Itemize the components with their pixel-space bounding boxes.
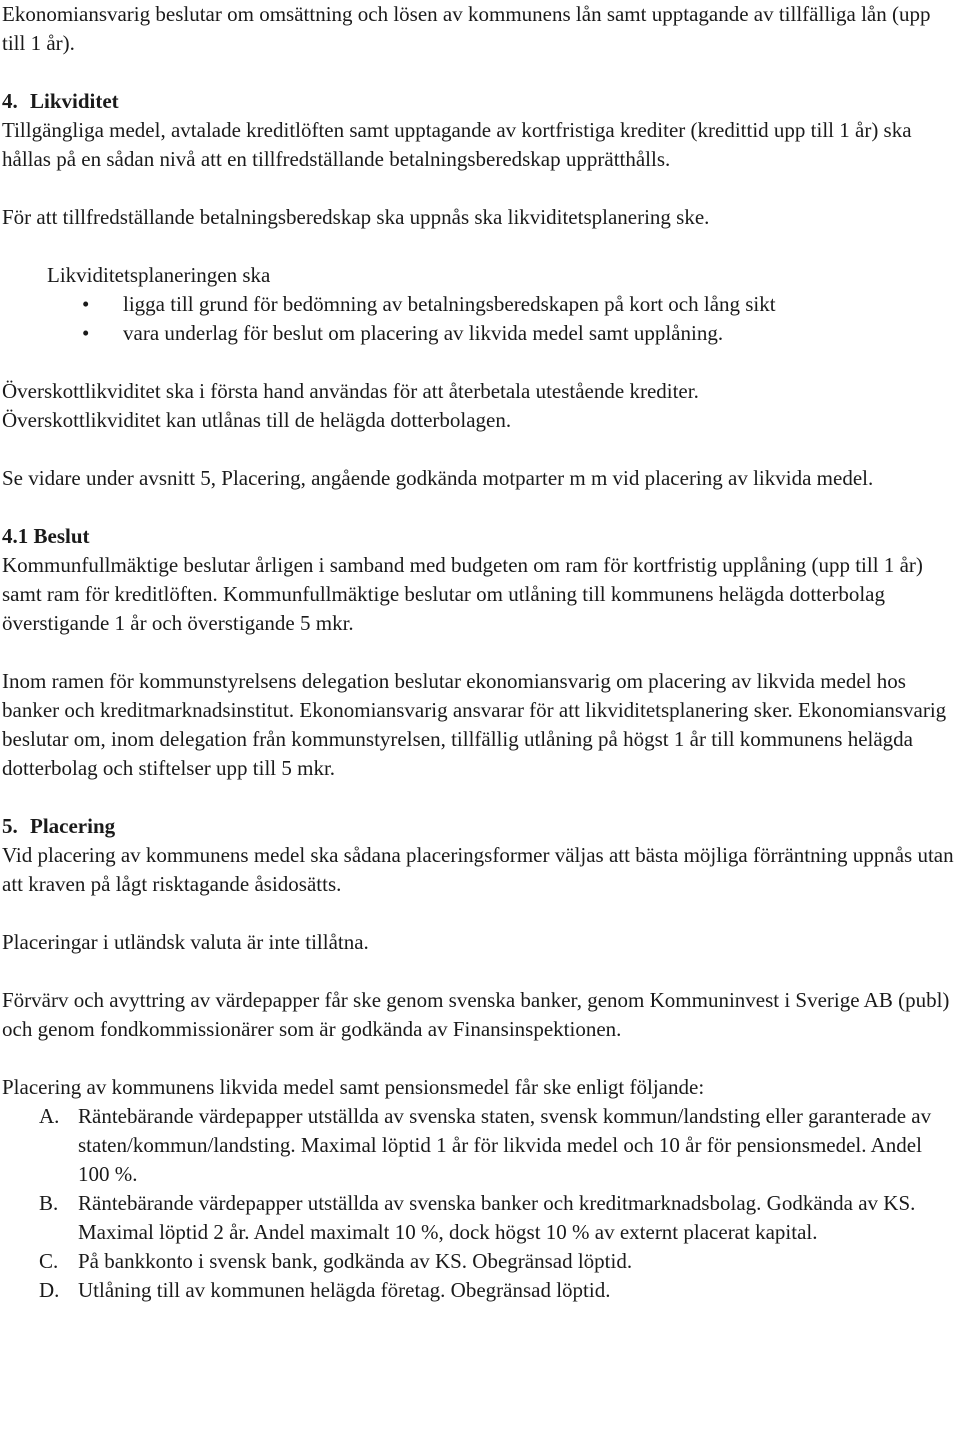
section-4-paragraph-4a: Överskottlikviditet ska i första hand användas för att återbetala utestående krediter. [2, 379, 699, 403]
section-5-paragraph-1: Vid placering av kommunens medel ska sådana placeringsformer väljas att bästa möjliga förräntning uppnås utan att kraven på lågt risktagande åsidosätts. [2, 843, 954, 896]
section-4-1-heading: 4.1 Beslut [2, 524, 90, 548]
section-4-1-paragraph-1: Kommunfullmäktige beslutar årligen i samband med budgeten om ram för kortfristig upplåning (upp till 1 år) samt ram för kreditlöften. Kommunfullmäktige beslutar om utlåning till kommunens helägda dotterbolag överstigande 1 år och överstigande 5 mkr. [2, 553, 923, 635]
list-item-label: B. [39, 1191, 59, 1215]
section-4-title: Likviditet [30, 89, 119, 113]
list-item-text: Räntebärande värdepapper utställda av svenska banker och kreditmarknadsbolag. Godkända av KS. Maximal löptid 2 år. Andel maximalt 10 %, dock högst 10 % av externt placerat kapital. [78, 1191, 916, 1244]
list-item-c [2, 1247, 958, 1276]
section-5-paragraph-2: Placeringar i utländsk valuta är inte tillåtna. [2, 930, 369, 954]
section-4-paragraph-4b: Överskottlikviditet kan utlånas till de helägda dotterbolagen. [2, 408, 512, 432]
section-5-lettered-list [2, 1102, 958, 1305]
list-item-label: C. [39, 1249, 59, 1273]
list-item-b [2, 1189, 958, 1247]
section-5-title: Placering [30, 814, 116, 838]
section-4-list-intro: Likviditetsplaneringen ska [47, 263, 271, 287]
section-4-1-paragraph-2: Inom ramen för kommunstyrelsens delegation beslutar ekonomiansvarig om placering av likvida medel hos banker och kreditmarknadsinstitut. Ekonomiansvarig ansvarar för att likviditetsplanering sker. Ekonomiansvarig beslutar om, inom delegation från kommunstyrelsen, tillfällig utlåning på högst 1 år till kommunens helägda dotterbolag och stiftelser upp till 5 mkr. [2, 669, 947, 780]
paragraph-intro: Ekonomiansvarig beslutar om omsättning och lösen av kommunens lån samt upptagande av tillfälliga lån (upp till 1 år). [2, 2, 931, 55]
list-item-text: Utlåning till av kommunen helägda företag. Obegränsad löptid. [78, 1278, 611, 1302]
section-4-paragraph-1: Tillgängliga medel, avtalade kreditlöften samt upptagande av kortfristiga krediter (kredittid upp till 1 år) ska hållas på en sådan nivå att en tillfredställande betalningsberedskap upprätthålls. [2, 118, 912, 171]
section-5-number: 5. [2, 814, 18, 838]
list-item-label: A. [39, 1104, 60, 1128]
section-5-list-intro: Placering av kommunens likvida medel samt pensionsmedel får ske enligt följande: [2, 1075, 705, 1099]
list-item-text: På bankkonto i svensk bank, godkända av KS. Obegränsad löptid. [78, 1249, 633, 1273]
list-item-d [2, 1276, 958, 1305]
section-4-heading [2, 87, 958, 116]
section-5-heading [2, 812, 958, 841]
list-item-a [2, 1102, 958, 1189]
section-4-paragraph-2: För att tillfredställande betalningsberedskap ska uppnås ska likviditetsplanering ske. [2, 205, 710, 229]
list-item-label: D. [39, 1278, 60, 1302]
section-4-paragraph-5: Se vidare under avsnitt 5, Placering, angående godkända motparter m m vid placering av likvida medel. [2, 466, 874, 490]
list-item-text: Räntebärande värdepapper utställda av svenska staten, svensk kommun/landsting eller garanterade av staten/kommun/landsting. Maximal löptid 1 år för likvida medel och 10 år för pensionsmedel. Andel 100 %. [78, 1104, 932, 1186]
bullet-item-2: • vara underlag för beslut om placering av likvida medel samt upplåning. [2, 319, 958, 348]
section-5-paragraph-3: Förvärv och avyttring av värdepapper får ske genom svenska banker, genom Kommuninvest i Sverige AB (publ) och genom fondkommissionärer som är godkända av Finansinspektionen. [2, 988, 950, 1041]
section-4-bullet-list [2, 290, 958, 348]
section-4-number: 4. [2, 89, 18, 113]
bullet-item-1: • ligga till grund för bedömning av betalningsberedskapen på kort och lång sikt [2, 290, 958, 319]
